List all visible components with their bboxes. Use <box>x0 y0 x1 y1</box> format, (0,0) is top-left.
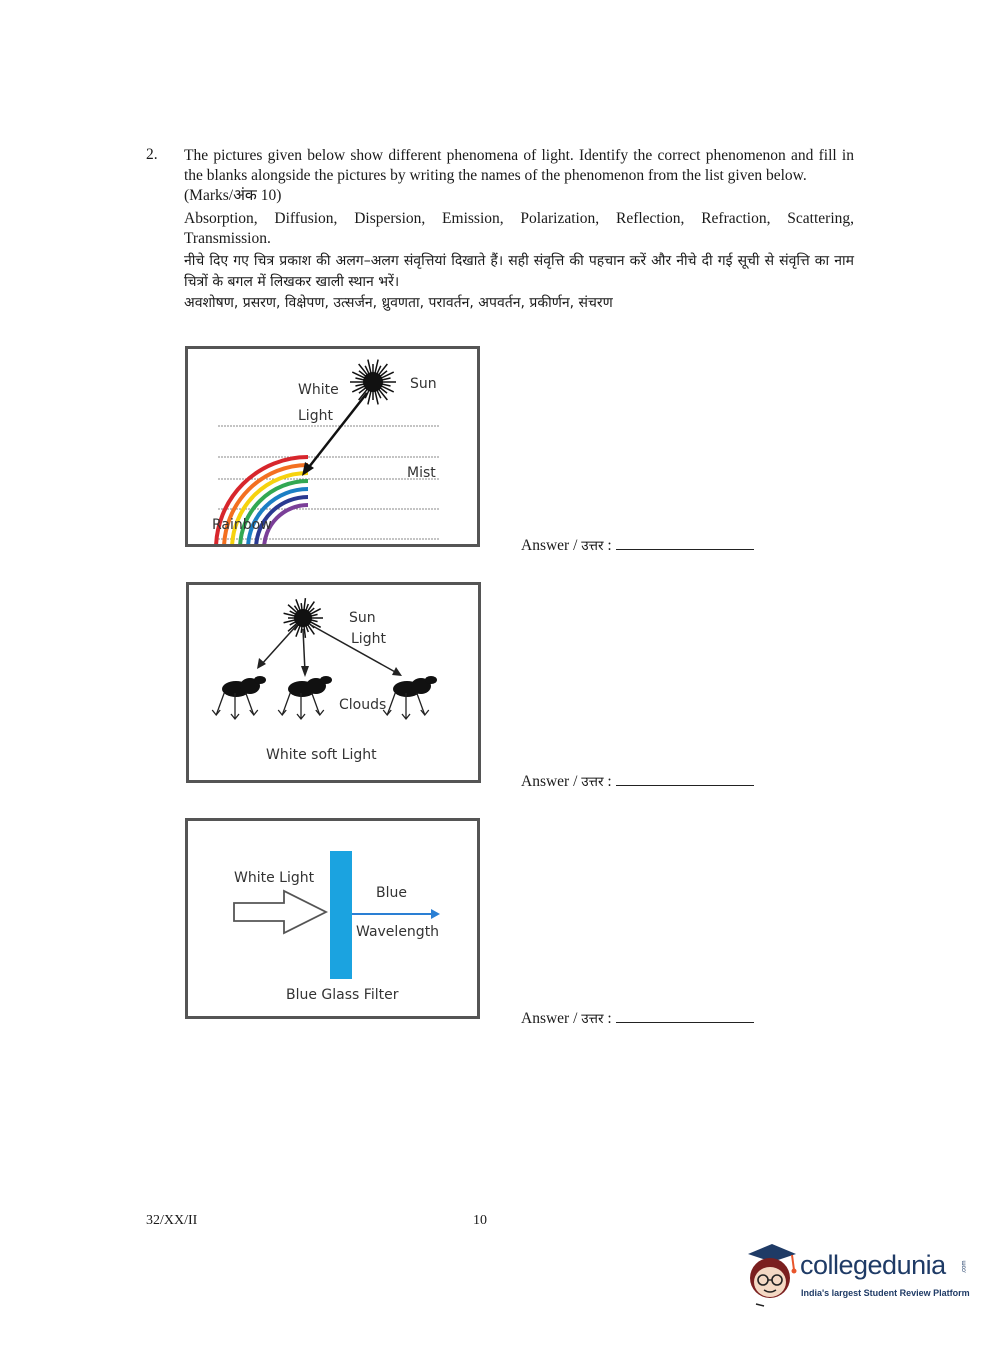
sun-ray <box>381 386 394 392</box>
scatter-arrow <box>246 693 254 715</box>
answer-colon: : <box>603 1010 612 1027</box>
figure-rainbow <box>185 346 480 547</box>
answer-blank-1[interactable] <box>616 535 754 550</box>
sun-ray <box>311 620 318 622</box>
label-white: White <box>298 382 339 398</box>
sun-ray <box>288 605 297 613</box>
scattered-arrows <box>212 693 429 719</box>
scatter-arrowhead <box>421 710 429 715</box>
scatter-arrow <box>417 693 425 715</box>
sun-icon <box>350 360 396 405</box>
answer-line-2 <box>521 771 754 791</box>
label-clouds: Clouds <box>339 697 387 713</box>
arrowheads <box>257 658 402 677</box>
sun-ray <box>304 598 305 610</box>
scatter-arrow <box>312 693 320 715</box>
label-caption: White soft Light <box>266 747 377 763</box>
answer-label: Answer / <box>521 537 582 554</box>
rainbow-diagram <box>188 349 477 544</box>
label-light: Light <box>298 408 333 424</box>
question-block <box>184 146 854 314</box>
collegedunia-logo <box>742 1240 972 1310</box>
logo-tagline: India's largest Student Review Platform <box>801 1288 970 1298</box>
page-number: 10 <box>473 1213 487 1228</box>
sun-ray <box>311 614 318 616</box>
label-mist: Mist <box>407 465 436 481</box>
scatter-arrowhead <box>316 710 324 715</box>
sun-ray <box>382 378 391 380</box>
filter-diagram <box>188 821 477 1016</box>
label-sun: Sun <box>410 376 437 392</box>
options-english: Absorption, Diffusion, Dispersion, Emission, Polarization, Reflection, Refraction, Scattering, Transmission. <box>184 210 854 247</box>
answer-label: Answer / <box>521 773 582 790</box>
answer-line-3 <box>521 1008 754 1028</box>
sun-ray <box>355 378 364 380</box>
sun-ray <box>301 626 302 633</box>
sun-ray <box>352 372 365 378</box>
cloud-icons <box>222 676 437 697</box>
question-text-hindi: नीचे दिए गए चित्र प्रकाश की अलग–अलग संवृत्तियां दिखाते हैं। सही संवृत्ति की पहचान करें और नीचे दी गई सूची से संवृत्ति का नाम चित्रों के बगल में लिखकर खाली स्थान भरें। <box>184 253 854 290</box>
sun-ray <box>381 372 394 378</box>
scatter-arrow <box>282 693 290 715</box>
logo-name: collegedunia <box>800 1250 946 1280</box>
light-ray <box>309 393 367 467</box>
answer-label-hindi: उत्तर <box>581 538 604 554</box>
sun-ray <box>355 384 364 386</box>
clouds-diagram <box>189 585 478 780</box>
answer-line-1 <box>521 535 754 555</box>
sun-ray <box>304 626 305 638</box>
logo-suffix: .com <box>961 1260 968 1274</box>
options-hindi: अवशोषण, प्रसरण, विक्षेपण, उत्सर्जन, ध्रुवणता, परावर्तन, अपवर्तन, प्रकीर्णन, संचरण <box>184 295 613 311</box>
label-rainbow: Rainbow <box>212 517 272 533</box>
answer-colon: : <box>603 537 612 554</box>
answer-label: Answer / <box>521 1010 582 1027</box>
question-marks: (Marks/अंक 10) <box>184 187 282 204</box>
white-light-arrow <box>234 891 326 933</box>
answer-label-hindi: उत्तर <box>581 1011 604 1027</box>
blue-glass-filter <box>330 851 352 979</box>
scatter-arrowhead <box>212 710 220 715</box>
label-blue: Blue <box>376 885 407 901</box>
sun-ray <box>308 602 315 612</box>
answer-blank-3[interactable] <box>616 1008 754 1023</box>
figure-filter <box>185 818 480 1019</box>
mascot-icon <box>742 1240 800 1310</box>
label-filter: Blue Glass Filter <box>286 987 399 1003</box>
paper-code: 32/XX/II <box>146 1213 198 1228</box>
scatter-arrowhead <box>278 710 286 715</box>
label-light: Light <box>351 631 386 647</box>
blue-arrowhead <box>431 909 440 919</box>
label-wavelength: Wavelength <box>356 924 440 940</box>
scatter-arrow <box>387 693 395 715</box>
sun-ray <box>301 603 302 610</box>
label-white-light: White Light <box>234 870 315 886</box>
answer-blank-2[interactable] <box>616 771 754 786</box>
sun-ray <box>382 384 391 386</box>
answer-label-hindi: उत्तर <box>581 774 604 790</box>
sun-ray <box>352 386 365 392</box>
answer-colon: : <box>603 773 612 790</box>
scatter-arrowhead <box>250 710 258 715</box>
label-sun: Sun <box>349 610 376 626</box>
question-number: 2. <box>146 146 158 163</box>
scatter-arrow <box>216 693 224 715</box>
question-text-english: The pictures given below show different phenomena of light. Identify the correct phenomenon and fill in the blanks alongside the pictures by writing the names of the phenomenon from the list given below. <box>184 147 854 184</box>
figure-clouds <box>186 582 481 783</box>
